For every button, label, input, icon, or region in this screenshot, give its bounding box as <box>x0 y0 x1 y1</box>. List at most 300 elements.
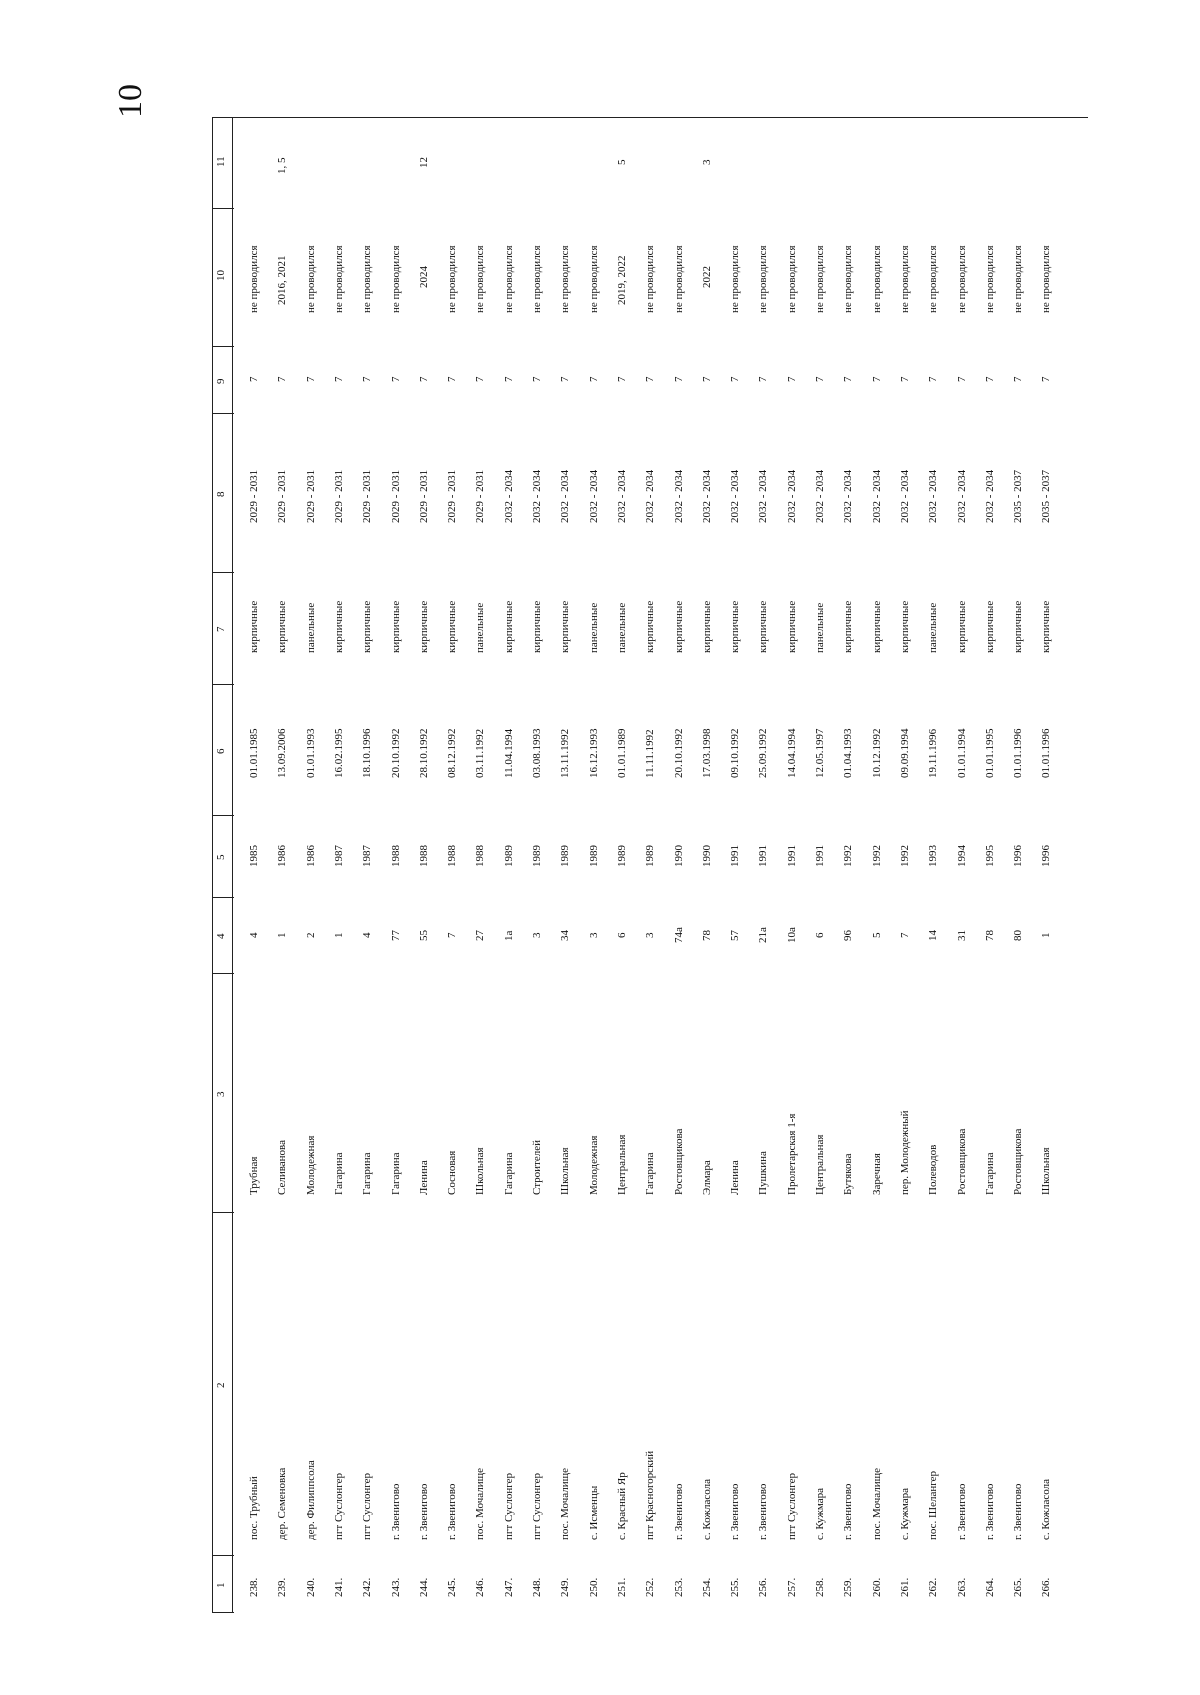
table-cell-material: кирпичные <box>389 600 402 654</box>
table-cell-c11: 1, 5 <box>276 157 289 174</box>
table-cell-c9: 7 <box>955 376 968 383</box>
table-cell-c9: 7 <box>559 376 572 383</box>
table-cell-street: Ленина <box>417 1160 430 1195</box>
table-cell-locality: г. Звенигово <box>389 1483 402 1540</box>
table-cell-date: 20.10.1992 <box>672 728 685 778</box>
table-cell-house: 57 <box>729 929 742 941</box>
table-cell-c11: 3 <box>700 159 713 166</box>
table-cell-locality: пгт Суслонгер <box>332 1472 345 1540</box>
table-cell-repair: 2022 <box>700 266 713 289</box>
table-cell-year: 1991 <box>729 845 742 868</box>
table-cell-year: 1996 <box>1012 845 1025 868</box>
table-cell-house: 7 <box>446 932 459 938</box>
table-cell-locality: пос. Шелангер <box>927 1470 940 1540</box>
table-cell-street: Ленина <box>729 1160 742 1195</box>
table-cell-house: 4 <box>361 932 374 938</box>
table-cell-date: 11.11.1992 <box>644 728 657 778</box>
table-cell-n: 252. <box>644 1577 657 1597</box>
column-separator <box>212 1212 234 1213</box>
table-cell-material: кирпичные <box>1040 600 1053 654</box>
table-cell-house: 6 <box>814 932 826 938</box>
table-cell-material: кирпичные <box>446 600 459 654</box>
table-cell-locality: г. Звенигово <box>729 1483 742 1540</box>
column-header: 7 <box>215 626 227 632</box>
table-cell-repair: не проводился <box>332 245 345 314</box>
table-cell-street: Ростовщикова <box>1012 1128 1025 1195</box>
table-cell-period: 2035 - 2037 <box>1040 470 1053 524</box>
table-cell-house: 1 <box>276 932 289 938</box>
table-cell-year: 1986 <box>304 845 317 868</box>
table-cell-material: кирпичные <box>502 600 515 654</box>
table-cell-repair: не проводился <box>644 245 657 314</box>
table-cell-repair: не проводился <box>983 245 996 314</box>
table-cell-year: 1990 <box>672 845 685 868</box>
table-cell-date: 13.09.2006 <box>276 728 289 778</box>
table-cell-house: 1а <box>502 930 515 941</box>
table-cell-n: 257. <box>785 1577 798 1597</box>
table-cell-repair: не проводился <box>757 245 770 314</box>
table-cell-locality: пос. Трубный <box>248 1476 260 1540</box>
table-cell-repair: не проводился <box>361 245 374 314</box>
table-cell-period: 2032 - 2034 <box>502 470 515 524</box>
table-cell-period: 2029 - 2031 <box>389 470 402 524</box>
table-cell-street: Пролетарская 1-я <box>785 1113 798 1195</box>
table-cell-year: 1988 <box>474 845 487 868</box>
table-cell-c9: 7 <box>870 376 883 383</box>
table-cell-n: 242. <box>361 1577 374 1597</box>
table-cell-date: 12.05.1997 <box>814 728 826 778</box>
table-cell-year: 1992 <box>870 845 883 868</box>
table-cell-c9: 7 <box>700 376 713 383</box>
table-cell-year: 1988 <box>417 845 430 868</box>
table-cell-period: 2032 - 2034 <box>983 470 996 524</box>
table-cell-n: 240. <box>304 1577 317 1597</box>
column-separator <box>212 208 234 209</box>
table-cell-c9: 7 <box>248 376 260 383</box>
table-cell-year: 1987 <box>361 845 374 868</box>
table-cell-street: Элмара <box>700 1160 713 1195</box>
table-cell-locality: пгт Суслонгер <box>502 1472 515 1540</box>
table-cell-repair: не проводился <box>814 245 826 314</box>
column-separator <box>212 897 234 898</box>
column-header: 6 <box>215 748 227 754</box>
table-left-border <box>212 117 213 1612</box>
table-cell-period: 2032 - 2034 <box>587 470 600 524</box>
table-cell-c9: 7 <box>814 376 826 383</box>
table-cell-year: 1987 <box>332 845 345 868</box>
table-cell-material: кирпичные <box>729 600 742 654</box>
table-cell-year: 1989 <box>502 845 515 868</box>
table-cell-house: 55 <box>417 929 430 941</box>
table-cell-period: 2032 - 2034 <box>531 470 543 524</box>
table-cell-n: 247. <box>502 1577 515 1597</box>
table-cell-c9: 7 <box>389 376 402 383</box>
table-cell-n: 243. <box>389 1577 402 1597</box>
table-cell-repair: не проводился <box>842 245 855 314</box>
table-cell-street: Гагарина <box>502 1152 515 1195</box>
table-cell-street: Школьная <box>559 1147 572 1195</box>
table-cell-material: панельные <box>927 602 940 654</box>
table-cell-repair: не проводился <box>389 245 402 314</box>
table-cell-street: Центральная <box>615 1134 628 1195</box>
table-cell-n: 264. <box>983 1577 996 1597</box>
header-row-border <box>232 117 233 1612</box>
table-cell-locality: г. Звенигово <box>842 1483 855 1540</box>
table-cell-house: 5 <box>870 932 883 938</box>
table-cell-repair: 2019, 2022 <box>615 255 628 305</box>
table-cell-repair: 2016, 2021 <box>276 255 289 305</box>
table-cell-locality: г. Звенигово <box>417 1483 430 1540</box>
table-cell-locality: с. Кужмара <box>814 1488 826 1540</box>
column-header: 9 <box>215 378 227 384</box>
table-cell-street: Гагарина <box>361 1152 374 1195</box>
table-cell-house: 78 <box>700 929 713 941</box>
table-cell-house: 4 <box>248 932 260 938</box>
column-separator <box>212 815 234 816</box>
table-cell-material: кирпичные <box>672 600 685 654</box>
table-cell-house: 74а <box>672 927 685 944</box>
table-cell-date: 28.10.1992 <box>417 728 430 778</box>
table-cell-date: 01.04.1993 <box>842 728 855 778</box>
table-cell-n: 260. <box>870 1577 883 1597</box>
table-cell-n: 245. <box>446 1577 459 1597</box>
table-cell-date: 08.12.1992 <box>446 728 459 778</box>
table-cell-date: 01.01.1993 <box>304 728 317 778</box>
table-cell-date: 18.10.1996 <box>361 728 374 778</box>
table-cell-repair: не проводился <box>1012 245 1025 314</box>
column-separator <box>212 1612 234 1613</box>
table-cell-material: кирпичные <box>757 600 770 654</box>
table-cell-house: 3 <box>644 932 657 938</box>
table-cell-street: Гагарина <box>644 1152 657 1195</box>
table-cell-n: 248. <box>531 1577 543 1597</box>
table-cell-repair: не проводился <box>446 245 459 314</box>
table-cell-year: 1992 <box>898 845 911 868</box>
table-cell-house: 3 <box>531 932 543 938</box>
table-cell-street: Строителей <box>531 1140 543 1195</box>
column-header: 3 <box>215 1091 227 1097</box>
table-cell-period: 2032 - 2034 <box>927 470 940 524</box>
table-cell-material: кирпичные <box>332 600 345 654</box>
table-cell-repair: не проводился <box>531 245 543 314</box>
table-cell-repair: не проводился <box>1040 245 1053 314</box>
table-cell-material: панельные <box>587 602 600 654</box>
table-cell-street: Трубная <box>248 1156 260 1195</box>
table-cell-date: 01.01.1989 <box>615 728 628 778</box>
table-cell-period: 2032 - 2034 <box>729 470 742 524</box>
table-cell-n: 259. <box>842 1577 855 1597</box>
table-cell-date: 01.01.1995 <box>983 728 996 778</box>
table-cell-material: кирпичные <box>870 600 883 654</box>
table-cell-c9: 7 <box>332 376 345 383</box>
table-cell-c9: 7 <box>304 376 317 383</box>
table-cell-locality: с. Исменцы <box>587 1485 600 1540</box>
table-cell-material: кирпичные <box>898 600 911 654</box>
table-cell-locality: г. Звенигово <box>983 1483 996 1540</box>
table-cell-locality: с. Кожласола <box>700 1479 713 1540</box>
table-cell-date: 10.12.1992 <box>870 728 883 778</box>
table-cell-n: 262. <box>927 1577 940 1597</box>
table-cell-n: 265. <box>1012 1577 1025 1597</box>
table-cell-street: Пушкина <box>757 1151 770 1195</box>
table-cell-n: 263. <box>955 1577 968 1597</box>
table-cell-year: 1989 <box>559 845 572 868</box>
table-cell-c9: 7 <box>474 376 487 383</box>
table-cell-date: 03.11.1992 <box>474 728 487 778</box>
table-cell-street: Молодежная <box>304 1135 317 1195</box>
table-cell-c9: 7 <box>729 376 742 383</box>
table-cell-material: панельные <box>474 602 487 654</box>
table-cell-repair: не проводился <box>559 245 572 314</box>
table-cell-period: 2032 - 2034 <box>785 470 798 524</box>
table-cell-repair: не проводился <box>304 245 317 314</box>
table-cell-street: Бутякова <box>842 1153 855 1195</box>
table-cell-locality: с. Кужмара <box>898 1488 911 1540</box>
table-cell-year: 1988 <box>389 845 402 868</box>
table-cell-locality: с. Красный Яр <box>615 1472 628 1540</box>
column-header: 4 <box>215 933 227 939</box>
table-cell-period: 2032 - 2034 <box>898 470 911 524</box>
table-cell-street: Сосновая <box>446 1150 459 1195</box>
table-cell-c9: 7 <box>361 376 374 383</box>
column-header: 2 <box>215 1382 227 1388</box>
table-cell-period: 2032 - 2034 <box>672 470 685 524</box>
table-cell-street: Центральная <box>814 1134 826 1195</box>
table-cell-year: 1992 <box>842 845 855 868</box>
table-cell-c9: 7 <box>983 376 996 383</box>
table-cell-c11: 5 <box>615 159 628 166</box>
table-cell-n: 250. <box>587 1577 600 1597</box>
column-separator <box>212 973 234 974</box>
table-cell-period: 2029 - 2031 <box>304 470 317 524</box>
table-cell-house: 34 <box>559 929 572 941</box>
table-cell-locality: г. Звенигово <box>955 1483 968 1540</box>
table-cell-locality: г. Звенигово <box>757 1483 770 1540</box>
table-cell-c9: 7 <box>446 376 459 383</box>
table-cell-locality: с. Кожласола <box>1040 1479 1053 1540</box>
table-cell-street: Гагарина <box>389 1152 402 1195</box>
table-cell-repair: не проводился <box>502 245 515 314</box>
table-cell-house: 31 <box>955 929 968 941</box>
table-cell-house: 78 <box>983 929 996 941</box>
table-cell-locality: дер. Филиппсола <box>304 1460 317 1540</box>
table-cell-material: кирпичные <box>276 600 289 654</box>
table-cell-date: 13.11.1992 <box>559 728 572 778</box>
table-cell-period: 2029 - 2031 <box>248 470 260 524</box>
table-cell-n: 246. <box>474 1577 487 1597</box>
table-cell-period: 2032 - 2034 <box>814 470 826 524</box>
table-cell-house: 14 <box>927 929 940 941</box>
table-cell-material: кирпичные <box>700 600 713 654</box>
table-cell-locality: пос. Мочалище <box>559 1467 572 1540</box>
column-separator <box>212 572 234 573</box>
table-cell-locality: пос. Мочалище <box>474 1467 487 1540</box>
table-cell-n: 241. <box>332 1577 345 1597</box>
table-cell-repair: 2024 <box>417 266 430 289</box>
table-cell-repair: не проводился <box>898 245 911 314</box>
table-cell-period: 2029 - 2031 <box>474 470 487 524</box>
table-cell-repair: не проводился <box>870 245 883 314</box>
table-cell-year: 1993 <box>927 845 940 868</box>
table-cell-repair: не проводился <box>785 245 798 314</box>
table-cell-material: кирпичные <box>955 600 968 654</box>
table-cell-date: 03.08.1993 <box>531 728 543 778</box>
table-cell-street: Ростовщикова <box>672 1128 685 1195</box>
table-top-border <box>212 117 1088 118</box>
table-cell-street: Заречная <box>870 1153 883 1195</box>
table-cell-material: кирпичные <box>248 600 260 654</box>
column-separator <box>212 346 234 347</box>
table-cell-c9: 7 <box>1040 376 1053 383</box>
column-separator <box>212 413 234 414</box>
table-cell-date: 16.12.1993 <box>587 728 600 778</box>
table-cell-repair: не проводился <box>248 245 260 314</box>
table-cell-material: кирпичные <box>559 600 572 654</box>
table-cell-period: 2029 - 2031 <box>276 470 289 524</box>
table-cell-period: 2029 - 2031 <box>446 470 459 524</box>
table-cell-c9: 7 <box>644 376 657 383</box>
table-cell-period: 2032 - 2034 <box>870 470 883 524</box>
table-cell-street: Гагарина <box>332 1152 345 1195</box>
column-header: 1 <box>215 1582 227 1588</box>
table-cell-n: 256. <box>757 1577 770 1597</box>
table-cell-material: кирпичные <box>983 600 996 654</box>
table-cell-house: 80 <box>1012 929 1025 941</box>
table-cell-n: 249. <box>559 1577 572 1597</box>
table-cell-repair: не проводился <box>587 245 600 314</box>
table-cell-house: 27 <box>474 929 487 941</box>
table-cell-period: 2032 - 2034 <box>559 470 572 524</box>
table-cell-repair: не проводился <box>672 245 685 314</box>
table-cell-date: 17.03.1998 <box>700 728 713 778</box>
table-cell-repair: не проводился <box>474 245 487 314</box>
table-cell-period: 2029 - 2031 <box>417 470 430 524</box>
table-cell-year: 1991 <box>757 845 770 868</box>
table-cell-period: 2035 - 2037 <box>1012 470 1025 524</box>
table-cell-date: 09.09.1994 <box>898 728 911 778</box>
table-cell-material: кирпичные <box>785 600 798 654</box>
table-cell-period: 2029 - 2031 <box>332 470 345 524</box>
table-cell-period: 2032 - 2034 <box>700 470 713 524</box>
table-cell-locality: г. Звенигово <box>1012 1483 1025 1540</box>
table-cell-date: 01.01.1996 <box>1012 728 1025 778</box>
table-cell-c11: 12 <box>417 157 430 169</box>
table-cell-date: 14.04.1994 <box>785 728 798 778</box>
table-cell-locality: пгт Суслонгер <box>361 1472 374 1540</box>
table-cell-c9: 7 <box>672 376 685 383</box>
table-cell-material: кирпичные <box>531 600 543 654</box>
table-cell-c9: 7 <box>842 376 855 383</box>
table-cell-house: 1 <box>332 932 345 938</box>
table-cell-c9: 7 <box>502 376 515 383</box>
table-cell-locality: пгт Красногорский <box>644 1450 657 1540</box>
table-cell-period: 2032 - 2034 <box>842 470 855 524</box>
column-header: 5 <box>215 854 227 860</box>
table-cell-c9: 7 <box>898 376 911 383</box>
table-cell-house: 2 <box>304 932 317 938</box>
column-header: 8 <box>215 491 227 497</box>
table-cell-n: 266. <box>1040 1577 1053 1597</box>
table-cell-date: 19.11.1996 <box>927 728 940 778</box>
table-cell-house: 21а <box>757 927 770 944</box>
table-cell-c9: 7 <box>927 376 940 383</box>
table-cell-period: 2029 - 2031 <box>361 470 374 524</box>
table-cell-date: 25.09.1992 <box>757 728 770 778</box>
table-cell-year: 1989 <box>644 845 657 868</box>
table-cell-c9: 7 <box>587 376 600 383</box>
table-cell-period: 2032 - 2034 <box>644 470 657 524</box>
table-cell-period: 2032 - 2034 <box>955 470 968 524</box>
table-cell-material: панельные <box>615 602 628 654</box>
table-cell-date: 01.01.1985 <box>248 728 260 778</box>
table-cell-n: 254. <box>700 1577 713 1597</box>
table-cell-date: 09.10.1992 <box>729 728 742 778</box>
table-cell-material: кирпичные <box>361 600 374 654</box>
table-cell-n: 261. <box>898 1577 911 1597</box>
table-cell-date: 01.01.1996 <box>1040 728 1053 778</box>
table-cell-n: 251. <box>615 1577 628 1597</box>
table-cell-n: 258. <box>814 1577 826 1597</box>
table-cell-c9: 7 <box>785 376 798 383</box>
table-cell-year: 1986 <box>276 845 289 868</box>
table-cell-date: 11.04.1994 <box>502 728 515 778</box>
table-cell-date: 01.01.1994 <box>955 728 968 778</box>
table-cell-year: 1989 <box>587 845 600 868</box>
table-cell-year: 1988 <box>446 845 459 868</box>
table-cell-street: Гагарина <box>983 1152 996 1195</box>
table-cell-period: 2032 - 2034 <box>615 470 628 524</box>
table-cell-locality: дер. Семеновка <box>276 1467 289 1540</box>
column-separator <box>212 1555 234 1556</box>
table-cell-street: Школьная <box>1040 1147 1053 1195</box>
table-cell-year: 1985 <box>248 845 260 868</box>
table-cell-locality: г. Звенигово <box>446 1483 459 1540</box>
table-cell-material: кирпичные <box>842 600 855 654</box>
table-cell-year: 1995 <box>983 845 996 868</box>
table-cell-n: 239. <box>276 1577 289 1597</box>
table-cell-house: 6 <box>615 932 628 938</box>
table-cell-street: Полеводов <box>927 1144 940 1195</box>
table-cell-year: 1994 <box>955 845 968 868</box>
table-cell-street: Ростовщикова <box>955 1128 968 1195</box>
table-cell-material: панельные <box>814 602 826 654</box>
table-cell-year: 1989 <box>615 845 628 868</box>
table-cell-year: 1989 <box>531 845 543 868</box>
table-cell-street: пер. Молодежный <box>898 1110 911 1195</box>
page-number: 10 <box>112 84 149 118</box>
table-cell-locality: г. Звенигово <box>672 1483 685 1540</box>
table-cell-locality: пгт Суслонгер <box>531 1472 543 1540</box>
table-cell-material: кирпичные <box>417 600 430 654</box>
table-cell-house: 1 <box>1040 932 1053 938</box>
table-cell-period: 2032 - 2034 <box>757 470 770 524</box>
table-cell-date: 16.02.1995 <box>332 728 345 778</box>
table-cell-repair: не проводился <box>729 245 742 314</box>
table-cell-n: 255. <box>729 1577 742 1597</box>
table-cell-house: 7 <box>898 932 911 938</box>
table-cell-c9: 7 <box>531 376 543 383</box>
table-cell-year: 1991 <box>814 845 826 868</box>
table-cell-year: 1991 <box>785 845 798 868</box>
column-separator <box>212 684 234 685</box>
table-cell-house: 96 <box>842 929 855 941</box>
table-cell-year: 1990 <box>700 845 713 868</box>
table-cell-house: 10а <box>785 927 798 944</box>
table-cell-locality: пос. Мочалище <box>870 1467 883 1540</box>
table-cell-material: кирпичные <box>1012 600 1025 654</box>
table-cell-material: панельные <box>304 602 317 654</box>
table-cell-c9: 7 <box>276 376 289 383</box>
